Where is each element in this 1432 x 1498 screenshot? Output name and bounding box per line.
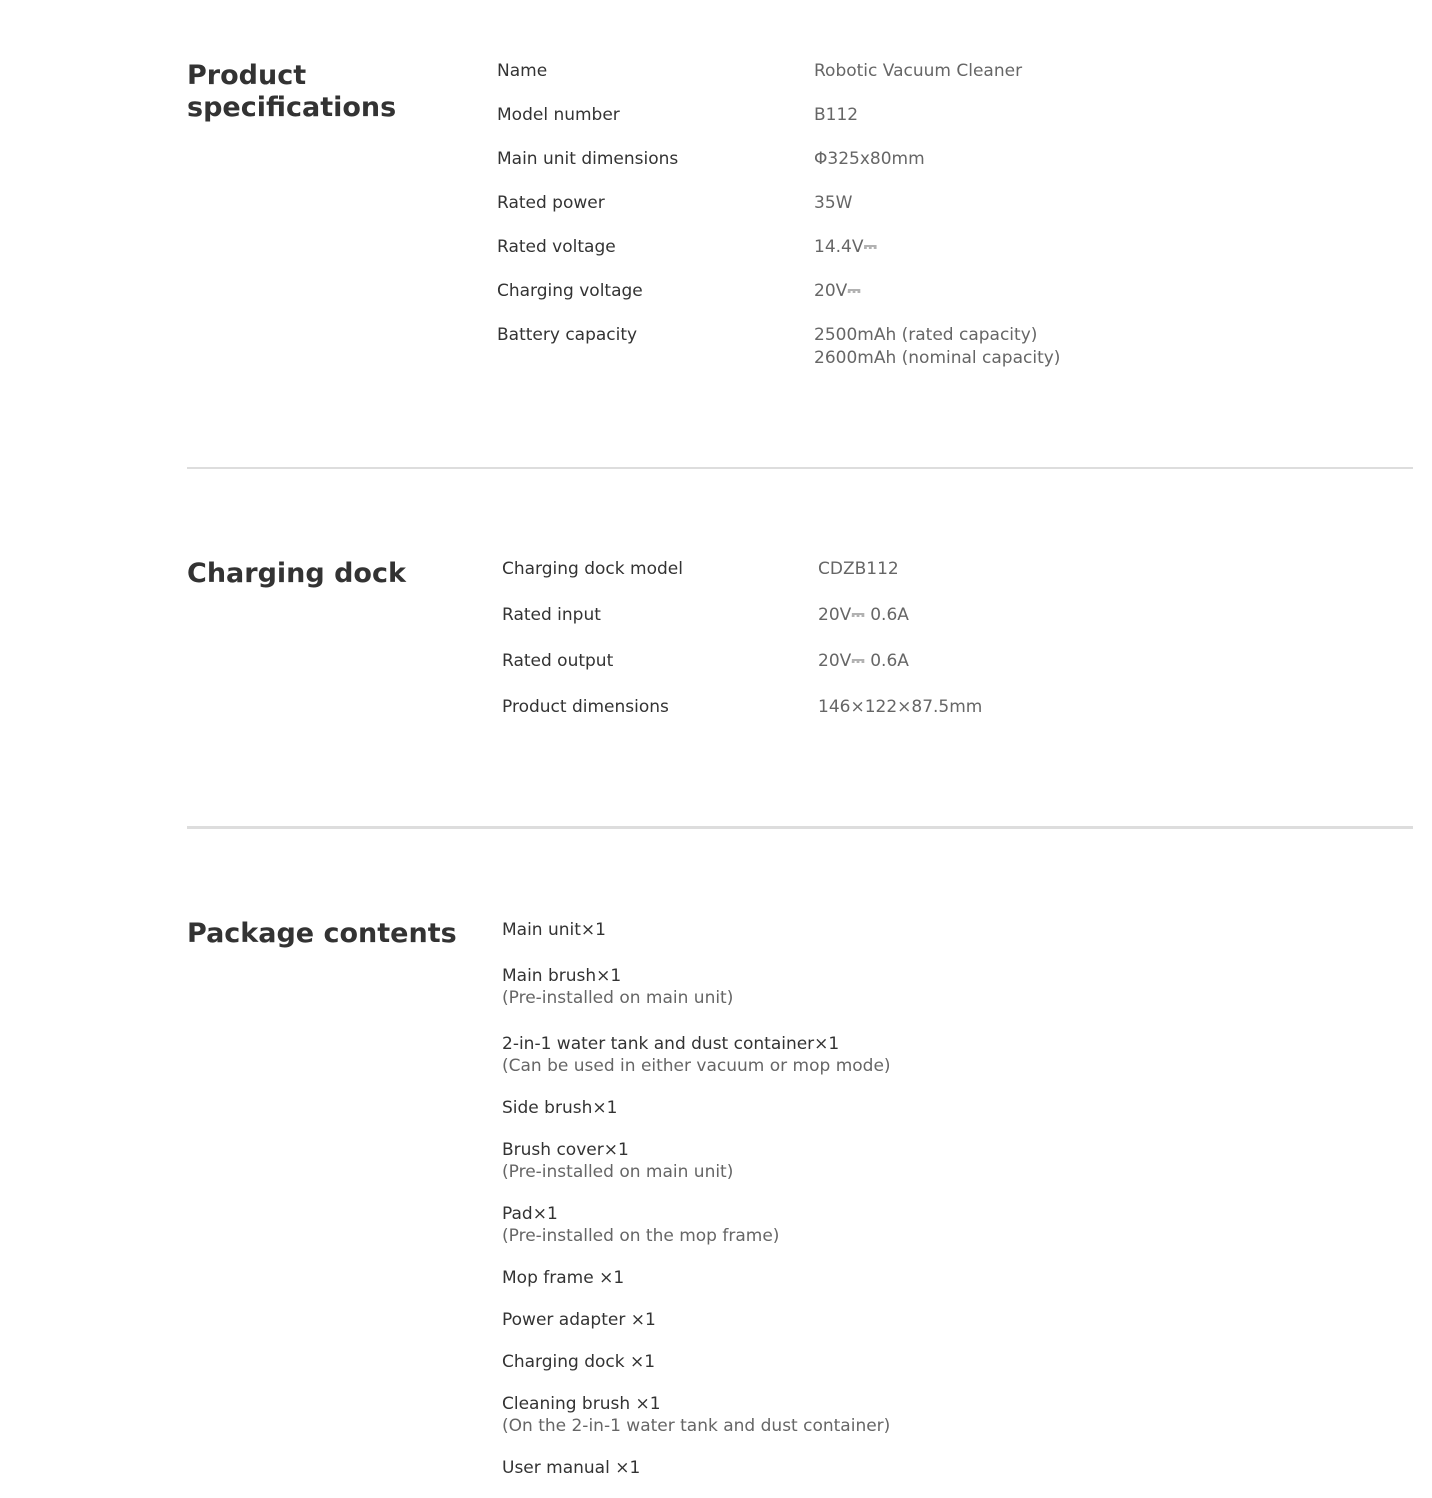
dock-value: 20V⎓ 0.6A xyxy=(818,605,909,625)
spec-value-line: 2600mAh (nominal capacity) xyxy=(814,348,1061,368)
spec-value: Robotic Vacuum Cleaner xyxy=(814,61,1023,81)
dock-label: Charging dock model xyxy=(502,559,683,579)
dock-label: Product dimensions xyxy=(502,697,669,717)
package-item-name: User manual ×1 xyxy=(502,1458,641,1478)
package-item-name: Main unit×1 xyxy=(502,920,606,940)
list-item xyxy=(502,919,606,941)
spec-label: Main unit dimensions xyxy=(497,149,679,169)
package-item-note: (Can be used in either vacuum or mop mode) xyxy=(502,1056,891,1076)
package-item-name: Pad×1 xyxy=(502,1204,558,1224)
package-item-note: (Pre-installed on main unit) xyxy=(502,1162,734,1182)
package-item-note: (On the 2-in-1 water tank and dust container) xyxy=(502,1416,891,1436)
spec-label: Model number xyxy=(497,105,620,125)
list-item xyxy=(502,1203,779,1247)
dock-value: 146×122×87.5mm xyxy=(818,697,983,717)
package-item-name: 2-in-1 water tank and dust container×1 xyxy=(502,1034,840,1054)
package-item-note: (Pre-installed on main unit) xyxy=(502,988,734,1008)
section-title-package-contents: Package contents xyxy=(187,918,457,949)
spec-value: Φ325x80mm xyxy=(814,149,925,169)
list-item xyxy=(502,1393,890,1437)
spec-value-line: 2500mAh (rated capacity) xyxy=(814,325,1038,345)
spec-label: Battery capacity xyxy=(497,325,638,345)
dock-label: Rated input xyxy=(502,605,601,625)
spec-label: Charging voltage xyxy=(497,281,643,301)
spec-label: Rated voltage xyxy=(497,237,616,257)
section-divider xyxy=(187,467,1413,469)
package-item-name: Side brush×1 xyxy=(502,1098,618,1118)
section-divider xyxy=(187,826,1413,829)
list-item xyxy=(502,1351,655,1373)
package-item-name: Charging dock ×1 xyxy=(502,1352,656,1372)
package-item-name: Power adapter ×1 xyxy=(502,1310,656,1330)
dock-value: CDZB112 xyxy=(818,559,899,579)
spec-value: 14.4V⎓ xyxy=(814,237,878,257)
package-item-name: Cleaning brush ×1 xyxy=(502,1394,661,1414)
package-item-name: Mop frame ×1 xyxy=(502,1268,625,1288)
spec-value: 35W xyxy=(814,193,853,213)
dock-value: 20V⎓ 0.6A xyxy=(818,651,909,671)
spec-label: Name xyxy=(497,61,548,81)
list-item xyxy=(502,1139,733,1183)
package-item-note: (Pre-installed on the mop frame) xyxy=(502,1226,780,1246)
list-item xyxy=(502,965,733,1009)
package-item-name: Brush cover×1 xyxy=(502,1140,629,1160)
spec-value: B112 xyxy=(814,105,859,125)
spec-value xyxy=(814,324,1060,370)
spec-label: Rated power xyxy=(497,193,605,213)
package-item-name: Main brush×1 xyxy=(502,966,622,986)
list-item xyxy=(502,1309,656,1331)
dock-label: Rated output xyxy=(502,651,614,671)
list-item xyxy=(502,1097,617,1119)
spec-value: 20V⎓ xyxy=(814,281,861,301)
list-item xyxy=(502,1267,624,1289)
section-title-product-specifications: Product specifications xyxy=(187,60,397,123)
section-title-charging-dock: Charging dock xyxy=(187,558,406,589)
list-item xyxy=(502,1033,891,1077)
list-item xyxy=(502,1457,640,1479)
